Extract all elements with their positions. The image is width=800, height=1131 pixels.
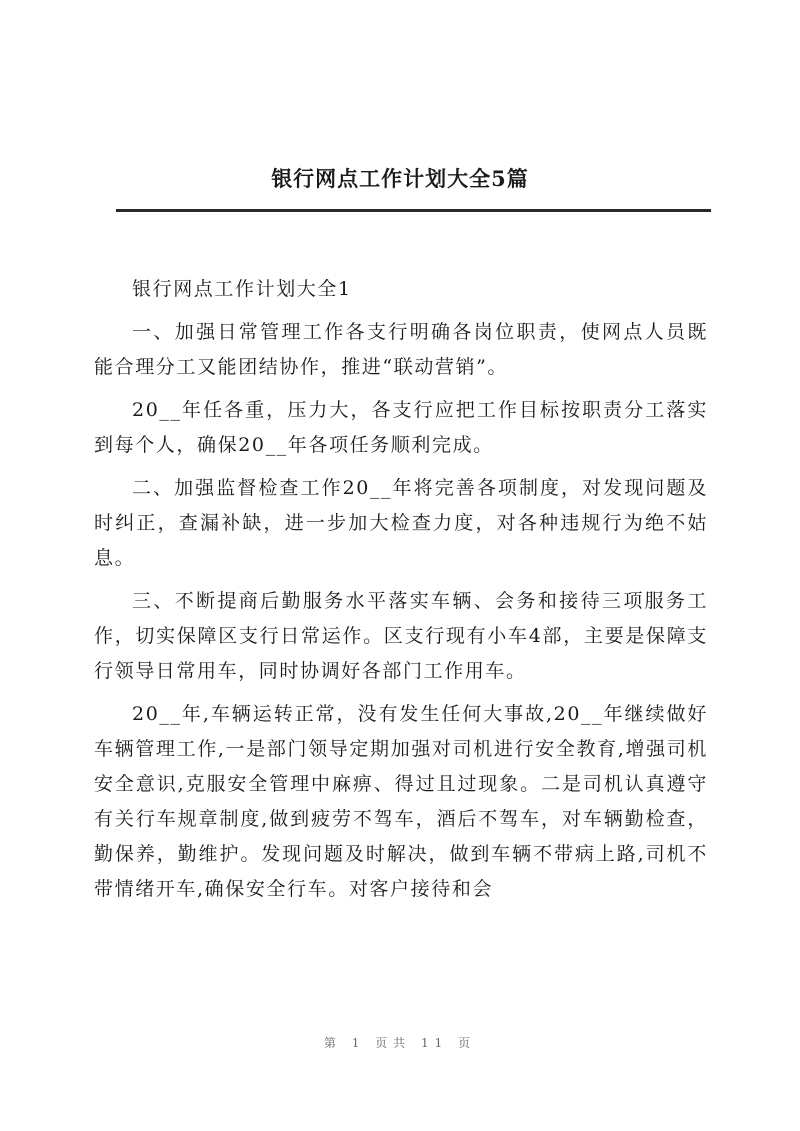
title-divider (116, 209, 711, 212)
body-paragraph: 20__年任各重，压力大，各支行应把工作目标按职责分工落实到每个人，确保20__年各项任务顺利完成。 (94, 399, 708, 456)
page-number-footer: 第 1 页共 11 页 (323, 1036, 477, 1050)
body-paragraph: 三、不断提商后勤服务水平落实车辆、会务和接待三项服务工作，切实保障区支行日常运作。区支行现有小车4部，主要是保障支行领导日常用车，同时协调好各部门工作用车。 (94, 590, 708, 682)
body-paragraph: 20__年,车辆运转正常，没有发生任何大事故,20__年继续做好车辆管理工作,一是部门领导定期加强对司机进行安全教育,增强司机安全意识,克服安全管理中麻痹、得过且过现象。二是司机认真遵守有关行车规章制度,做到疲劳不驾车，酒后不驾车，对车辆勤检查，勤保养，勤维护。发现问题及时解决，做到车辆不带病上路,司机不带情绪开车,确保安全行车。对客户接待和会 (94, 703, 708, 900)
body-paragraph: 二、加强监督检查工作20__年将完善各项制度，对发现问题及时纠正，查漏补缺，进一步加大检查力度，对各种违规行为绝不姑息。 (94, 477, 708, 569)
document-title: 银行网点工作计划大全5篇 (271, 166, 529, 191)
section-heading: 银行网点工作计划大全1 (132, 278, 352, 300)
document-body (94, 272, 708, 915)
body-paragraph: 一、加强日常管理工作各支行明确各岗位职责，使网点人员既能合理分工又能团结协作，推进“联动营销”。 (94, 321, 708, 378)
